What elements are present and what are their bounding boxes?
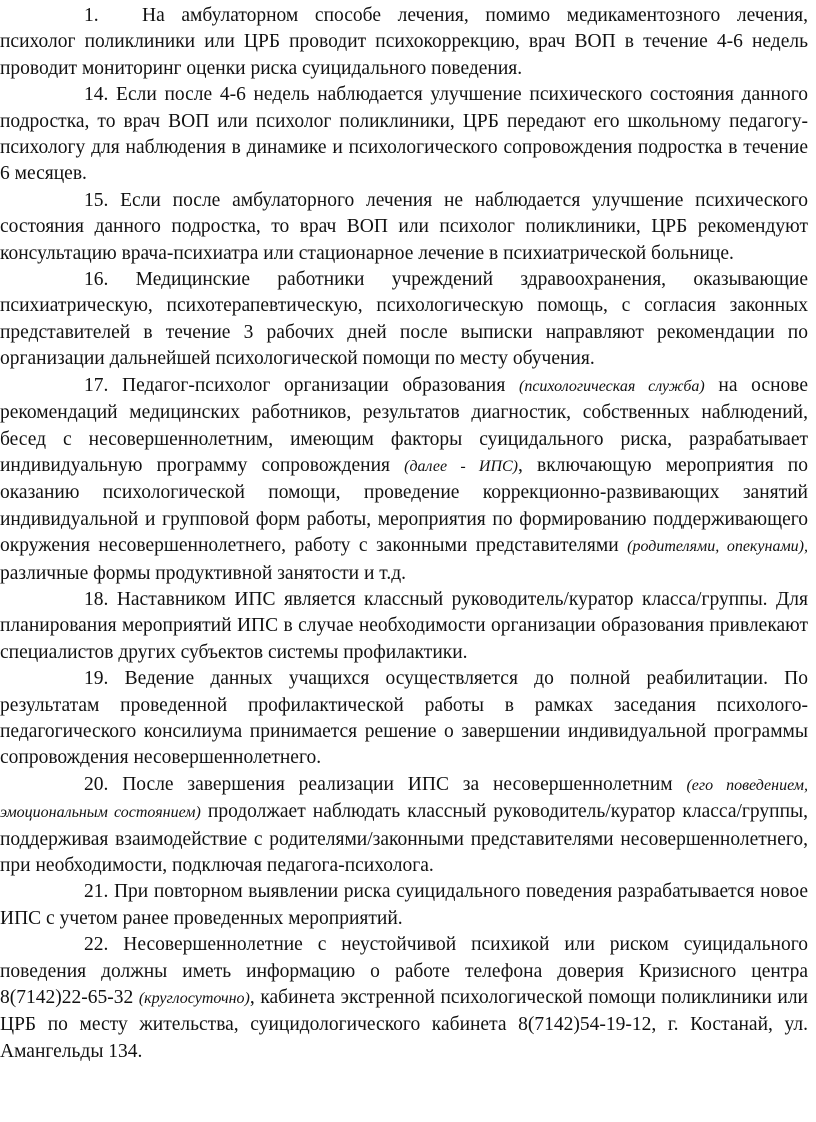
italic-note: (его поведением, эмоциональным состоянием): [0, 776, 808, 822]
paragraph-18: 18. Наставником ИПС является классный руководитель/куратор класса/группы. Для планирования мероприятий ИПС в случае необходимости организации образования привлекают специалистов других субъектов системы профилактики.: [0, 588, 808, 663]
paragraph-15: 15. Если после амбулаторного лечения не наблюдается улучшение психического состояния данного подростка, то врач ВОП или психолог поликлиники, ЦРБ рекомендуют консультацию врача-психиатра или стационарное лечение в психиатрической больнице.: [0, 189, 808, 264]
paragraph-1: 1. На амбулаторном способе лечения, помимо медикаментозного лечения, психолог поликлиники или ЦРБ проводит психокоррекцию, врач ВОП в течение 4-6 недель проводит мониторинг оценки риска суицидального поведения.: [0, 5, 808, 79]
italic-note: (родителями, опекунами),: [627, 538, 808, 556]
paragraph-19: 19. Ведение данных учащихся осуществляется до полной реабилитации. По результатам проведенной профилактической работы в рамках заседания психолого-педагогического консилиума принимается решение о завершении индивидуальной программы сопровождения несовершеннолетнего.: [0, 668, 808, 769]
paragraph-20: 20. После завершения реализации ИПС за несовершеннолетним (его поведением, эмоциональным состоянием) продолжает наблюдать классный руководитель/куратор класса/группы, поддерживая взаимодействие с родителями/законными представителями несовершеннолетнего, при необходимости, подключая педагога-психолога.: [0, 773, 808, 876]
italic-note: (психологическая служба): [518, 377, 705, 395]
document-page: [0, 3, 816, 1122]
paragraph-number: 1.: [84, 5, 99, 26]
paragraph-16: 16. Медицинские работники учреждений здравоохранения, оказывающие психиатрическую, психотерапевтическую, психологическую помощь, с согласия законных представителей в течение 3 рабочих дней после выписки направляют рекомендации по организации дальнейшей психологической помощи по месту обучения.: [0, 269, 808, 370]
italic-note: (далее - ИПС): [404, 457, 519, 475]
paragraph-17: 17. Педагог-психолог организации образования (психологическая служба) на основе рекомендаций медицинских работников, результатов диагностик, собственных наблюдений, бесед с несовершеннолетним, имеющим факторы суицидального риска, разрабатывает индивидуальную программу сопровождения (далее - ИПС), включающую мероприятия по оказанию психологической помощи, проведение коррекционно-развивающих занятий индивидуальной и групповой форм работы, мероприятия по формированию поддерживающего окружения несовершеннолетнего, работу с законными представителями (родителями, опекунами), различные формы продуктивной занятости и т.д.: [0, 374, 808, 584]
italic-note: (круглосуточно): [138, 990, 250, 1008]
paragraph-21: 21. При повторном выявлении риска суицидального поведения разрабатывается новое ИПС с учетом ранее проведенных мероприятий.: [0, 881, 808, 929]
paragraph-14: 14. Если после 4-6 недель наблюдается улучшение психического состояния данного подростка, то врач ВОП или психолог поликлиники, ЦРБ передают его школьному педагогу-психологу для наблюдения в динамике и психологического сопровождения подростка в течение 6 месяцев.: [0, 84, 808, 185]
paragraph-22: 22. Несовершеннолетние с неустойчивой психикой или риском суицидального поведения должны иметь информацию о работе телефона доверия Кризисного центра 8(7142)22-65-32 (круглосуточно), кабинета экстренной психологической помощи поликлиники или ЦРБ по месту жительства, суицидологического кабинета 8(7142)54-19-12, г. Костанай, ул. Амангельды 134.: [0, 934, 808, 1062]
